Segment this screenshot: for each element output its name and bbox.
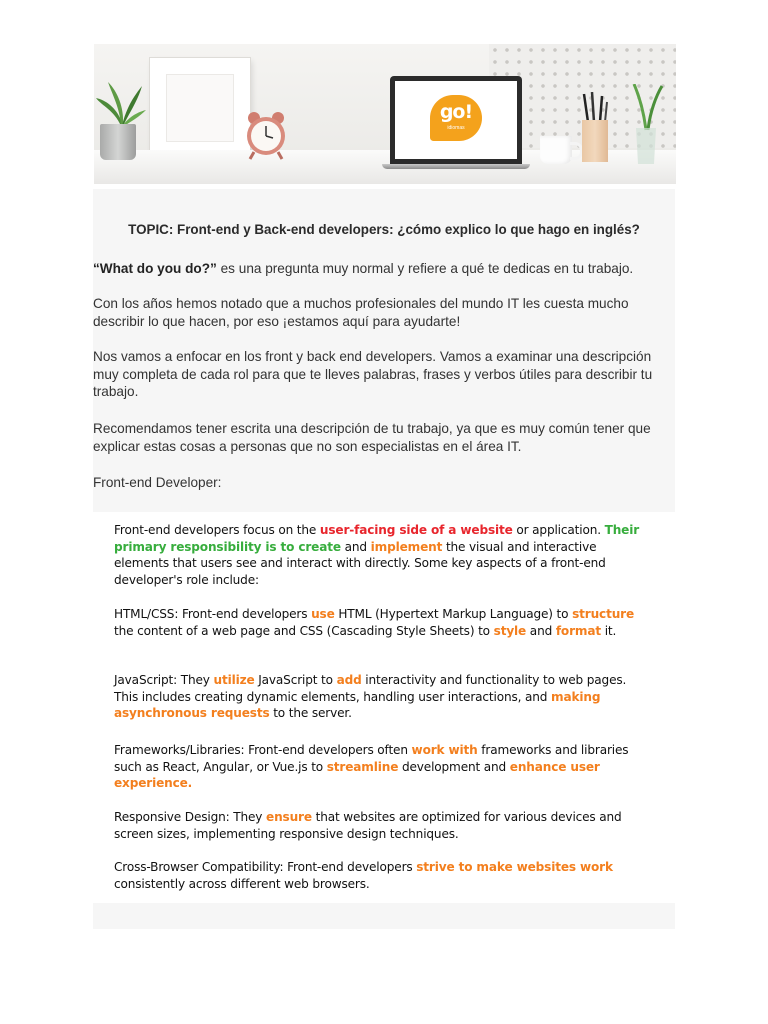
body-text: and	[526, 623, 556, 638]
plant-pot	[100, 124, 136, 160]
highlighted-text: ensure	[266, 810, 312, 824]
body-text: Front-end developers focus on the	[114, 523, 320, 537]
plant-icon	[94, 80, 148, 128]
coffee-cup	[540, 136, 572, 164]
body-text: JavaScript to	[254, 673, 337, 687]
laptop	[390, 76, 522, 166]
card-paragraph	[114, 522, 654, 588]
hero-picture-frame	[150, 58, 250, 158]
body-text: JavaScript: They	[114, 673, 214, 687]
highlighted-text: work with	[411, 743, 478, 757]
highlighted-text: implement	[370, 539, 443, 554]
highlighted-text: enhance user experience.	[114, 759, 600, 791]
topic-heading: TOPIC: Front-end y Back-end developers: ¿cómo explico lo que hago en inglés?	[128, 222, 640, 237]
body-text: development and	[398, 759, 510, 774]
intro-question: “What do you do?”	[93, 261, 217, 276]
highlighted-text: utilize	[213, 673, 255, 687]
body-text: frameworks and libraries such as React, Angular, or Vue.js to	[114, 743, 629, 774]
card-paragraph-frameworks	[114, 742, 654, 792]
body-text: Responsive Design: They	[114, 810, 267, 824]
highlighted-text: streamline	[326, 759, 399, 774]
highlighted-text: Their primary responsibility is to create	[114, 523, 640, 554]
highlighted-text: add	[336, 673, 362, 687]
highlighted-text: use	[311, 607, 335, 621]
front-end-description-card	[93, 512, 675, 903]
body-text: HTML (Hypertext Markup Language) to	[334, 607, 573, 621]
body-text: and	[340, 539, 371, 554]
card-paragraph-cross-browser	[114, 859, 654, 892]
body-text: to the server.	[269, 706, 352, 721]
body-text: the visual and interactive elements that users see and interact with directly. Some key aspects of a front-end developer's role include:	[114, 539, 606, 587]
vase-icon	[626, 84, 666, 164]
pencil-holder	[582, 120, 608, 162]
highlighted-text: user-facing side of a website	[319, 523, 513, 537]
intro-question-rest: es una pregunta muy normal y refiere a qué te dedicas en tu trabajo.	[216, 261, 634, 276]
body-text: consistently across different web browsers.	[114, 876, 370, 891]
highlighted-text: structure	[572, 607, 635, 621]
intro-paragraph	[93, 260, 675, 278]
paragraph-4: Recomendamos tener escrita una descripción de tu trabajo, ya que es muy común tener que explicar estas cosas a personas que no son especialistas en el área IT.	[93, 421, 651, 454]
go-logo: go! idiomas	[430, 95, 482, 141]
hero-image	[94, 44, 676, 184]
card-paragraph-responsive	[114, 809, 654, 842]
paragraph-2: Con los años hemos notado que a muchos profesionales del mundo IT les cuesta mucho describir lo que hacen, por eso ¡estamos aquí para ayudarte!	[93, 296, 629, 329]
card-paragraph-html-css	[114, 606, 654, 639]
body-text: Cross-Browser Compatibility: Front-end developers	[114, 860, 417, 874]
highlighted-text: format	[555, 623, 601, 638]
pencils-icon	[582, 92, 608, 122]
body-text: that websites are optimized for various devices and screen sizes, implementing responsive design techniques.	[114, 810, 622, 841]
highlighted-text: making asynchronous requests	[114, 689, 601, 721]
article-body	[93, 189, 675, 929]
body-text: it.	[601, 623, 617, 638]
highlighted-text: style	[493, 623, 527, 638]
body-text: HTML/CSS: Front-end developers	[114, 607, 312, 621]
body-text: or application.	[512, 523, 605, 537]
body-text: Frameworks/Libraries: Front-end developers often	[114, 743, 412, 757]
body-text: the content of a web page and CSS (Cascading Style Sheets) to	[114, 623, 494, 638]
section-label-front-end: Front-end Developer:	[93, 475, 222, 490]
paragraph-3: Nos vamos a enfocar en los front y back end developers. Vamos a examinar una descripción muy completa de cada rol para que te lleves palabras, frases y verbos útiles para describir tu trabajo.	[93, 349, 653, 399]
body-text: interactivity and functionality to web pages. This includes creating dynamic elements, handling user interactions, and	[114, 673, 627, 704]
card-paragraph-javascript	[114, 672, 654, 722]
alarm-clock-icon	[244, 110, 288, 160]
highlighted-text: strive to make websites work	[416, 860, 613, 874]
